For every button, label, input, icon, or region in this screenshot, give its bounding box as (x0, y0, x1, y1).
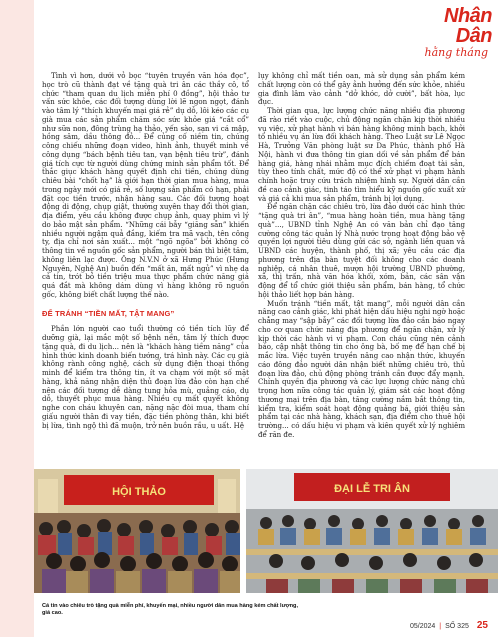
footer-separator: | (439, 623, 442, 630)
paragraph: lụy không chỉ mất tiền oan, mà sử dụng sản phẩm kém chất lượng còn có thể gây ảnh hưởng đến sức khỏe, nhiều gia đình lâm vào cảnh “dở khóc, dở cười”, bất hòa, lục đục. (258, 71, 465, 107)
paragraph: Phần lớn người cao tuổi thường có tiền tích lũy để dưỡng già, lại mắc một số bệnh nền, tâm lý thích được tặng quà, đi du lịch... nên là “khách hàng tiềm năng” của hình thức kinh doanh biến tướng, trá hình này. Các cụ già không rành công nghệ, cách sử dụng điện thoại thông minh để kiểm tra thông tin, ít va chạm với một số mặt hàng, khả năng nhận diện thủ đoạn lừa đảo còn hạn chế nên các đối tượng dễ dàng tung hỏa mù, quảng cáo, dụ dỗ, thuyết phục mua hàng. Nhiều cụ mất quyết không nghe con cháu khuyên can, nặng nặc đòi mua, tham chí giấu người thân đi vay tiền, đặc tiền phòng thân, khi biết bị lừa, tình ngộ thì đã muộn, trở nên buồn rầu, u uất. Hệ (42, 324, 249, 430)
issue-number: SỐ 325 (445, 623, 469, 630)
article-column-left (42, 72, 249, 430)
photo-seminar-hall (34, 469, 240, 593)
masthead-subtitle: hằng tháng (424, 46, 488, 59)
paragraph: Tình vì hơn, dưới vỏ bọc “tuyên truyền văn hóa đọc”, học trò cũ thành đạt về tặng quà tri ân các thầy cô, tổ chức “tham quan du lịch miễn phí 0 đồng”, hội thảo tư vấn sức khỏe, các đối tượng dùng lời lẽ ngon ngọt, đánh vào tâm lý “thích khuyến mại giá rẻ” dụ dỗ, lôi kéo các cụ già mua các sản phẩm chăm sóc sức khỏe giá “cắt cổ” như sữa non, đông trùng hạ thảo, yến sào, sạn vi cá mập, hồng sâm, dầu thông đỏ... Để củng cố niềm tin, chúng công chiếu những đoạn video, hình ảnh, thuyết minh về công dụng “bách bệnh tiêu tan, vạn bệnh tiêu trừ”, đánh giá tích cực từ người dùng chứng minh sản phẩm tốt. Để thắc giục khách hàng quyết định chi tiền, chúng dùng chiêu bài “chốt hạ” là giới hạn thời gian mua hàng, mua trong ngày mới có giá rẻ, số lượng sản phẩm có hạn, phải đặt cọc tiền trước, nhận hàng sau. Các đối tượng hoạt động di động, chụp giật, thường xuyên thay đổi thời gian, địa điểm, yêu cầu không được chụp ảnh, quay phim vì lý do bảo mật sản phẩm. “Những cái bẫy “giăng sẵn” khiến nhiều người ngậm quả đắng, kiếm tra mã vạch, tên công ty, địa chỉ nơi sản xuất... một “ngõ ngõa” bởi không có thông tin về nguồn gốc sản phẩm, người bán thì biệt tăm, không liên lạc được. Ông N.V.N ở xã Hưng Phúc (Hưng Nguyên, Nghệ An) buồn đến “mất ăn, mất ngủ” vì nhẹ dạ cả tin, trót bỏ tiền triệu mua thực phẩm chức năng giá quá đắt mà không dám dùng vì hàng không rõ nguồn gốc, không biết chất lượng thế nào. (42, 71, 249, 299)
paragraph: Để ngăn chặn các chiêu trò, lừa đảo dưới các hình thức “tặng quà tri ân”, “mua hàng hoàn tiền, mua hàng tặng quà”..., UBND tỉnh Nghệ An có văn bản chỉ đạo tăng cường công tác quản lý Nhà nước trong hoạt động bảo vệ quyền lợi người tiêu dùng gửi các sở, ngành liên quan và UBND các huyện, thành phố, thị xã; yêu cầu các địa phương trên địa bàn tuyệt đối không cho các doanh nghiệp, cá nhân thuê, mượn hội trường UBND phường, xã, thị trấn, nhà văn hóa khối, xóm, bản, các sân vận động để tổ chức giới thiệu sản phẩm, bán hàng, tổ chức hội thảo liết hợp bán hàng. (258, 202, 465, 299)
side-stripe (0, 0, 34, 637)
paragraph: Thời gian qua, lực lượng chức năng nhiều địa phương đã rào riết vào cuộc, chủ động ngăn chặn kịp thời nhiều vụ việc, xử phạt hành vi bán hàng không minh bạch, khởi tố nhiều vụ án lừa đối khách hàng. Theo Luật sư Lê Ngọc Hà, Trưởng Văn phòng luật sư Da Phúc, thành phố Hà Nội, hành vi đưa thông tin gian dối về sản phẩm để bán hàng giá, hàng nhái nhằm mục đích chiếm đoạt tài sản, tùy theo tính chất, mức độ có thể xử phạt vi phạm hành chính hoặc truy cứu trách nhiệm hình sự. Người dân cần đề cao cảnh giác, tinh táo tìm hiểu kỹ nguồn gốc xuất xứ và giá cả khi mua sản phẩm, tránh bị lợi dụng. (258, 106, 465, 203)
paragraph: Muốn tránh “tiền mất, tật mang”, mỗi người dân cần nâng cao cảnh giác, khi phát hiện dấu hiệu nghi ngờ hoặc chẳng may “sập bẫy” các đối tượng lừa đảo cần báo ngay cho cơ quan chức năng địa phương để ngăn chặn, xử lý kịp thời các hành vi vi phạm. Con cháu cũng nên cảnh báo, cập nhật thông tin cho ông bà, bố mẹ để hạn chế bị mắc lừa. Việc tuyên truyền nâng cao nhận thức, khuyến cáo đông đảo người dân nhận biết những chiêu trò, thủ đoạn lừa đảo, chủ động phòng tránh cần được đẩy mạnh. Chính quyền địa phương và các lực lượng chức năng chủ trọng hơn nữa công tác quản lý, giám sát các hoạt động thương mại trên địa bàn, tăng cường nắm bắt thông tin, kiểm tra, kiểm soát hoạt động quảng bá, giới thiệu sản phẩm tại các nhà hàng, khách sạn, địa điểm cho thuê hội trường... có dấu hiệu vi phạm và kiên quyết xử lý nghiêm để răn đe. (258, 298, 465, 439)
photo-banner-text: HỘI THẢO (112, 486, 166, 498)
photo-audience-event (246, 469, 498, 593)
photo-banner-text: ĐẠI LỄ TRI ÂN (334, 483, 410, 495)
page-number: 25 (476, 620, 488, 631)
issue-date: 05/2024 (409, 623, 436, 630)
page-footer (410, 620, 488, 631)
photo-caption: Cá tin vào chiêu trò tặng quà miễn phí, khuyến mại, nhiều người dân mua hàng kém chất lượng, giá cao. (42, 603, 298, 616)
masthead-logo (410, 5, 492, 59)
article-column-right (258, 72, 465, 440)
section-heading: ĐỂ TRÁNH “TIỀN MẤT, TẬT MANG” (42, 308, 175, 318)
masthead-brand: Nhân Dân (444, 5, 492, 47)
